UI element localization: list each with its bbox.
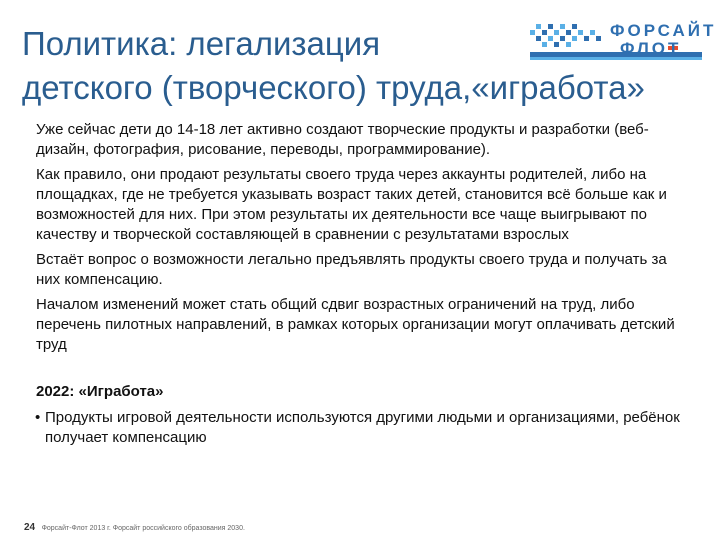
scenario-bullet: • Продукты игровой деятельности используются другими людьми и организациями, ребёнок получает компенсацию [36, 408, 686, 448]
body-paragraph-3: Встаёт вопрос о возможности легально предъявлять продукты своего труда и получать за них компенсацию. [36, 251, 667, 288]
scenario-heading: 2022: «Игработа» [36, 383, 164, 400]
page-title-line1: Политика: легализация [22, 25, 381, 62]
slide-body [36, 120, 686, 448]
slide-footer [24, 517, 245, 535]
footer-source: Форсайт-Флот 2013 г. Форсайт российского образования 2030. [41, 525, 245, 532]
page-title-line2: детского (творческого) труда,«игработа» [22, 69, 645, 106]
body-paragraph-4: Началом изменений может стать общий сдвиг возрастных ограничений на труд, либо перечень пилотных направлений, в рамках которых организации могут оплачивать детский труд [36, 296, 675, 353]
foresight-fleet-logo [528, 16, 717, 64]
body-paragraph-2: Как правило, они продают результаты своего труда через аккаунты родителей, либо на площадках, где не требуется указывать возраст таких детей, становится всё больше как и возможностей для них. При этом результаты их деятельности все чаще выигрывают по качеству и творческой составляющей в сравнении с результатами взрослых [36, 166, 667, 243]
page-number: 24 [24, 522, 36, 533]
spacer [36, 360, 686, 382]
body-paragraph-1: Уже сейчас дети до 14-18 лет активно создают творческие продукты и разработки (веб-дизайн, фотография, рисование, переводы, программирование). [36, 121, 649, 158]
logo-text-line1: ФОРСАЙТ [610, 21, 717, 40]
logo-text-line2: ФЛОТ [620, 39, 682, 58]
page-title [22, 22, 645, 110]
